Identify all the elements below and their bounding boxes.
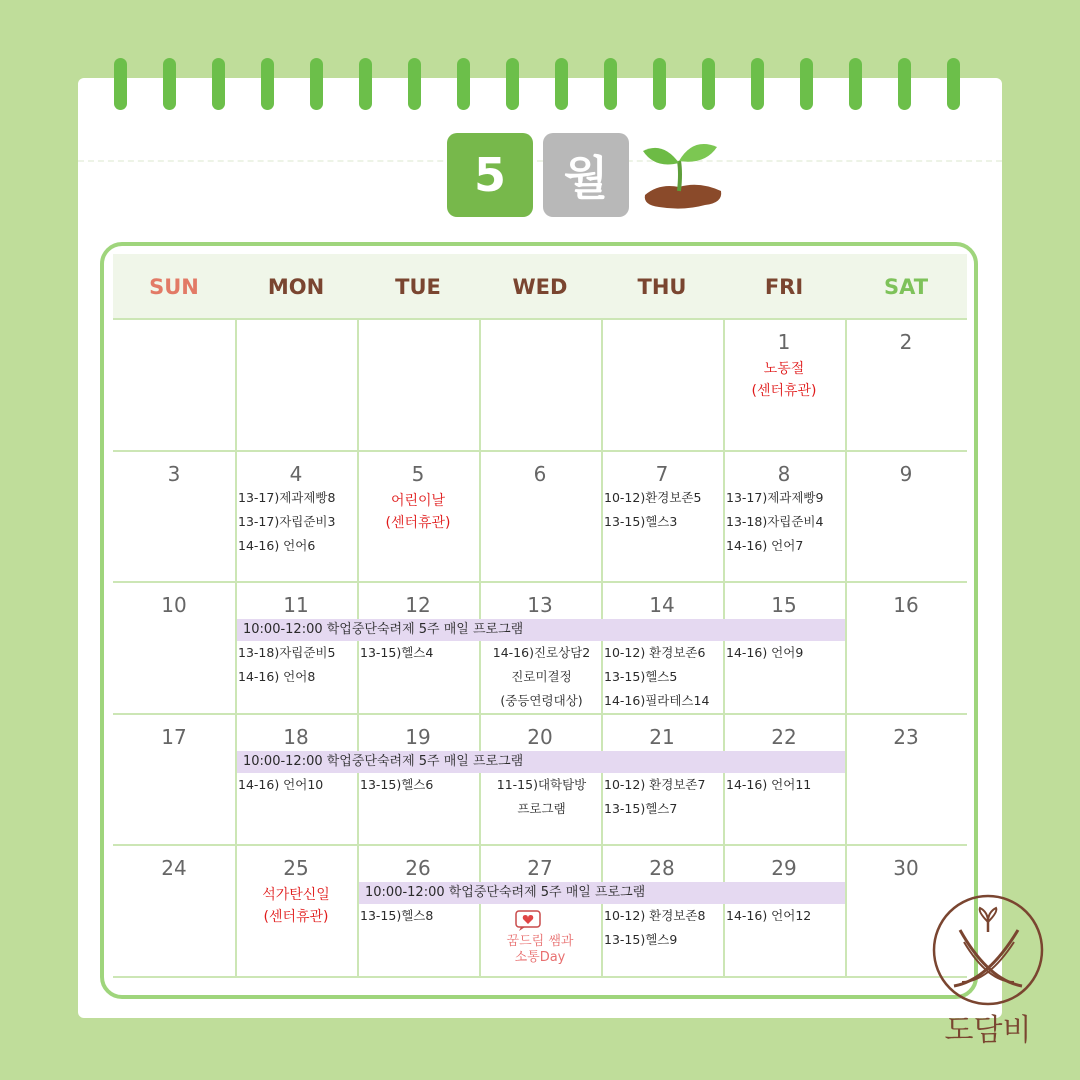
day-number: 17 bbox=[161, 724, 187, 749]
event-list bbox=[360, 641, 479, 665]
day-number: 18 bbox=[283, 724, 309, 749]
day-number: 12 bbox=[405, 593, 431, 618]
day-cell bbox=[845, 318, 967, 450]
day-cell bbox=[479, 713, 601, 845]
day-cell bbox=[845, 581, 967, 713]
binder-ring bbox=[947, 58, 960, 110]
event-item: 10-12)환경보존5 bbox=[604, 489, 702, 505]
binder-rings bbox=[78, 58, 1002, 112]
day-number: 9 bbox=[899, 461, 913, 486]
day-number: 8 bbox=[777, 461, 791, 486]
day-number: 1 bbox=[777, 330, 791, 354]
day-number: 7 bbox=[655, 461, 669, 486]
event-list bbox=[360, 904, 479, 928]
binder-ring bbox=[555, 58, 568, 110]
event-item: 13-15)헬스4 bbox=[360, 645, 434, 661]
day-number: 3 bbox=[167, 461, 181, 486]
logo-text: 도담비 bbox=[944, 1013, 1032, 1048]
event-item: 진로미결정 bbox=[511, 669, 572, 685]
day-number: 30 bbox=[893, 856, 919, 881]
day-cell bbox=[235, 450, 357, 582]
binder-ring bbox=[163, 58, 176, 110]
holiday-label: 어린이날 (센터휴관) bbox=[385, 492, 451, 531]
weekday-sat: SAT bbox=[883, 275, 929, 299]
binder-ring bbox=[653, 58, 666, 110]
day-cell bbox=[479, 318, 601, 450]
day-number: 28 bbox=[649, 856, 675, 881]
sprout-icon bbox=[639, 133, 729, 217]
grid-line bbox=[113, 976, 967, 978]
event-item: 프로그램 bbox=[517, 800, 566, 816]
day-cell bbox=[357, 844, 479, 976]
day-number: 24 bbox=[161, 856, 187, 881]
day-cell bbox=[845, 450, 967, 582]
day-cell bbox=[479, 581, 601, 713]
day-cell bbox=[357, 581, 479, 713]
event-item: 14-16) 언어6 bbox=[238, 537, 316, 553]
event-list bbox=[604, 773, 723, 821]
binder-ring bbox=[408, 58, 421, 110]
day-number: 14 bbox=[649, 593, 675, 618]
event-item: 13-15)헬스9 bbox=[604, 932, 678, 948]
binder-ring bbox=[310, 58, 323, 110]
event-item: 13-15)헬스3 bbox=[604, 513, 678, 529]
binder-ring bbox=[751, 58, 764, 110]
event-list bbox=[360, 773, 479, 797]
event-item: 13-15)헬스7 bbox=[604, 800, 678, 816]
event-list bbox=[482, 773, 601, 821]
event-item: 14-16) 언어8 bbox=[238, 669, 316, 685]
day-number: 11 bbox=[283, 593, 309, 618]
day-cell bbox=[235, 318, 357, 450]
day-cell bbox=[357, 450, 479, 582]
event-list bbox=[238, 773, 357, 797]
day-number: 19 bbox=[405, 724, 431, 749]
special-event-label: 꿈드림 쌤과 소통Day bbox=[506, 934, 574, 966]
calendar-grid bbox=[113, 318, 967, 976]
binder-ring bbox=[457, 58, 470, 110]
day-cell bbox=[113, 450, 235, 582]
event-list bbox=[238, 641, 357, 689]
event-list bbox=[604, 486, 723, 534]
event-item: 13-15)헬스5 bbox=[604, 669, 678, 685]
event-item: 14-16) 언어9 bbox=[726, 645, 804, 661]
event-list bbox=[482, 641, 601, 713]
weekday-header bbox=[113, 254, 967, 318]
binder-ring bbox=[604, 58, 617, 110]
event-item: 14-16) 언어10 bbox=[238, 776, 324, 792]
day-number: 20 bbox=[527, 724, 553, 749]
binder-ring bbox=[359, 58, 372, 110]
binder-ring bbox=[800, 58, 813, 110]
day-number: 10 bbox=[161, 593, 187, 618]
binder-ring bbox=[702, 58, 715, 110]
day-cell bbox=[723, 713, 845, 845]
weekday-tue: TUE bbox=[395, 275, 441, 299]
day-cell bbox=[845, 713, 967, 845]
binder-ring bbox=[506, 58, 519, 110]
day-cell bbox=[235, 581, 357, 713]
day-number: 27 bbox=[527, 856, 553, 881]
binder-ring bbox=[898, 58, 911, 110]
day-number: 22 bbox=[771, 724, 797, 749]
month-title bbox=[447, 133, 729, 217]
event-item: 14-16)진로상담2 bbox=[492, 645, 591, 661]
event-item: 13-18)자립준비5 bbox=[238, 645, 336, 661]
heart-speech-bubble-icon bbox=[515, 910, 541, 932]
event-item: 13-15)헬스6 bbox=[360, 776, 434, 792]
dodambi-logo bbox=[930, 890, 1046, 1050]
event-item: 14-16)필라테스14 bbox=[604, 693, 710, 709]
event-item: 14-16) 언어7 bbox=[726, 537, 804, 553]
weekday-thu: THU bbox=[637, 275, 687, 299]
day-cell bbox=[601, 318, 723, 450]
day-cell bbox=[357, 318, 479, 450]
binder-ring bbox=[212, 58, 225, 110]
weekday-sun: SUN bbox=[149, 275, 199, 299]
event-item: 10-12) 환경보존7 bbox=[604, 776, 706, 792]
day-cell bbox=[723, 844, 845, 976]
program-band: 10:00-12:00 학업중단숙려제 5주 매일 프로그램 bbox=[237, 619, 845, 641]
event-list bbox=[726, 904, 845, 928]
event-item: 10-12) 환경보존8 bbox=[604, 908, 706, 924]
day-number: 15 bbox=[771, 593, 797, 618]
binder-ring bbox=[849, 58, 862, 110]
day-number: 6 bbox=[533, 461, 547, 486]
weekday-fri: FRI bbox=[764, 275, 804, 299]
weekday-wed: WED bbox=[512, 275, 568, 299]
day-cell bbox=[357, 713, 479, 845]
day-number: 4 bbox=[289, 461, 303, 486]
month-number: 5 bbox=[447, 133, 533, 217]
day-cell bbox=[113, 318, 235, 450]
binder-ring bbox=[114, 58, 127, 110]
day-cell bbox=[601, 713, 723, 845]
day-number: 16 bbox=[893, 593, 919, 618]
day-cell bbox=[601, 844, 723, 976]
holiday-label: 노동절 (센터휴관) bbox=[751, 361, 817, 399]
day-number: 25 bbox=[283, 856, 309, 881]
event-item: 13-17)제과제빵8 bbox=[238, 489, 336, 505]
day-number: 5 bbox=[411, 461, 425, 486]
day-cell bbox=[601, 581, 723, 713]
event-item: 13-17)제과제빵9 bbox=[726, 489, 824, 505]
event-item: 10-12) 환경보존6 bbox=[604, 645, 706, 661]
event-item: (중등연령대상) bbox=[500, 693, 583, 709]
day-cell bbox=[113, 713, 235, 845]
day-cell bbox=[479, 844, 601, 976]
day-cell bbox=[601, 450, 723, 582]
day-number: 26 bbox=[405, 856, 431, 881]
day-cell bbox=[235, 713, 357, 845]
event-item: 14-16) 언어12 bbox=[726, 908, 812, 924]
event-item: 11-15)대학탐방 bbox=[496, 776, 587, 792]
day-cell bbox=[235, 844, 357, 976]
day-cell bbox=[723, 581, 845, 713]
day-cell bbox=[723, 318, 845, 450]
weekday-mon: MON bbox=[267, 275, 325, 299]
event-item: 14-16) 언어11 bbox=[726, 776, 812, 792]
event-item: 13-18)자립준비4 bbox=[726, 513, 824, 529]
day-cell bbox=[113, 581, 235, 713]
event-item: 13-17)자립준비3 bbox=[238, 513, 336, 529]
program-band: 10:00-12:00 학업중단숙려제 5주 매일 프로그램 bbox=[359, 882, 845, 904]
day-cell bbox=[723, 450, 845, 582]
holiday-label: 석가탄신일 (센터휴관) bbox=[262, 887, 330, 926]
program-band: 10:00-12:00 학업중단숙려제 5주 매일 프로그램 bbox=[237, 751, 845, 773]
event-list bbox=[726, 641, 845, 665]
day-number: 2 bbox=[899, 330, 913, 354]
event-item: 13-15)헬스8 bbox=[360, 908, 434, 924]
day-number: 13 bbox=[527, 593, 553, 618]
month-suffix: 월 bbox=[543, 133, 629, 217]
event-list bbox=[238, 486, 357, 558]
event-list bbox=[604, 904, 723, 952]
day-cell bbox=[113, 844, 235, 976]
event-list bbox=[726, 773, 845, 797]
day-cell bbox=[479, 450, 601, 582]
day-number: 29 bbox=[771, 856, 797, 881]
day-number: 21 bbox=[649, 724, 675, 749]
event-list bbox=[604, 641, 723, 713]
binder-ring bbox=[261, 58, 274, 110]
event-list bbox=[726, 486, 845, 558]
day-number: 23 bbox=[893, 724, 919, 749]
